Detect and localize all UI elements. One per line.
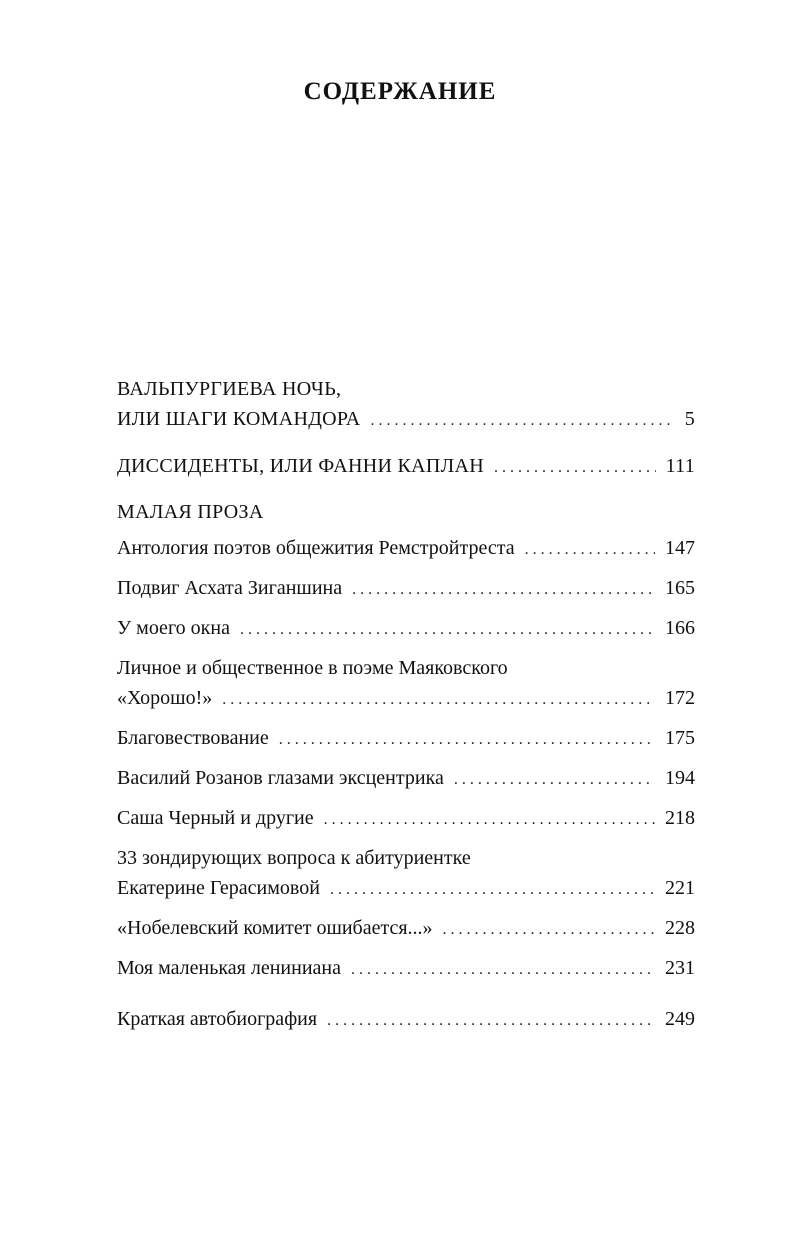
toc-entry-autobiography bbox=[117, 1004, 695, 1036]
toc-entry-33-questions bbox=[117, 843, 695, 905]
dot-leader bbox=[351, 955, 655, 985]
toc-page-number: 172 bbox=[665, 687, 695, 709]
toc-entry-anthology bbox=[117, 533, 695, 565]
toc-page-number: 221 bbox=[665, 877, 695, 899]
toc-page-number: 111 bbox=[665, 455, 695, 477]
toc-entry-walpurgis-night bbox=[117, 374, 695, 436]
toc-page-number: 5 bbox=[684, 408, 695, 430]
dot-leader bbox=[324, 805, 655, 835]
toc-page-number: 166 bbox=[665, 617, 695, 639]
toc-entry-title-line-2: ИЛИ ШАГИ КОМАНДОРА bbox=[117, 408, 361, 430]
toc-entry-leniniana bbox=[117, 953, 695, 985]
dot-leader bbox=[222, 685, 655, 715]
toc-entry-nobel-committee bbox=[117, 913, 695, 945]
dot-leader bbox=[279, 725, 655, 755]
toc-entry-dissidents bbox=[117, 451, 695, 483]
toc-page-number: 194 bbox=[665, 767, 695, 789]
toc-page-number: 165 bbox=[665, 577, 695, 599]
dot-leader bbox=[494, 453, 656, 483]
toc-entry-title: Саша Черный и другие bbox=[117, 807, 314, 829]
toc-entry-title: Благовествование bbox=[117, 727, 269, 749]
toc-entry-title: «Нобелевский комитет ошибается...» bbox=[117, 917, 433, 939]
dot-leader bbox=[352, 575, 655, 605]
dot-leader bbox=[525, 535, 655, 565]
toc-entry-ziganshin bbox=[117, 573, 695, 605]
toc-entry-title: Василий Розанов глазами эксцентрика bbox=[117, 767, 444, 789]
toc-entry-title: Краткая автобиография bbox=[117, 1008, 318, 1030]
page-title: СОДЕРЖАНИЕ bbox=[303, 78, 497, 105]
dot-leader bbox=[454, 765, 655, 795]
dot-leader bbox=[330, 875, 655, 905]
toc-entry-title: Антология поэтов общежития Ремстройтреста bbox=[117, 537, 515, 559]
toc-entry-title: У моего окна bbox=[117, 617, 230, 639]
toc-page-number: 228 bbox=[665, 917, 695, 939]
dot-leader bbox=[443, 915, 655, 945]
toc-section-heading: МАЛАЯ ПРОЗА bbox=[117, 501, 264, 523]
toc-page-number: 218 bbox=[665, 807, 695, 829]
dot-leader bbox=[371, 406, 675, 436]
toc-page-number: 249 bbox=[665, 1008, 695, 1030]
toc-entry-title: ДИССИДЕНТЫ, ИЛИ ФАННИ КАПЛАН bbox=[117, 455, 485, 477]
toc-page-number: 231 bbox=[665, 957, 695, 979]
toc-entry-title: Подвиг Асхата Зиганшина bbox=[117, 577, 343, 599]
toc-entry-rozanov bbox=[117, 763, 695, 795]
table-of-contents bbox=[117, 374, 695, 1036]
toc-page-number: 147 bbox=[665, 537, 695, 559]
toc-entry-title-line-2: Екатерине Герасимовой bbox=[117, 877, 320, 899]
toc-page-number: 175 bbox=[665, 727, 695, 749]
toc-entry-mayakovsky bbox=[117, 653, 695, 715]
toc-entry-title-line-1: 33 зондирующих вопроса к абитуриентке bbox=[117, 847, 471, 869]
toc-entry-my-window bbox=[117, 613, 695, 645]
dot-leader bbox=[240, 615, 655, 645]
toc-entry-title-line-1: Личное и общественное в поэме Маяковского bbox=[117, 657, 508, 679]
toc-entry-annunciation bbox=[117, 723, 695, 755]
toc-entry-title-line-1: ВАЛЬПУРГИЕВА НОЧЬ, bbox=[117, 378, 342, 400]
toc-entry-sasha-cherny bbox=[117, 803, 695, 835]
dot-leader bbox=[327, 1006, 655, 1036]
toc-entry-title: Моя маленькая лениниана bbox=[117, 957, 341, 979]
toc-entry-title-line-2: «Хорошо!» bbox=[117, 687, 213, 709]
